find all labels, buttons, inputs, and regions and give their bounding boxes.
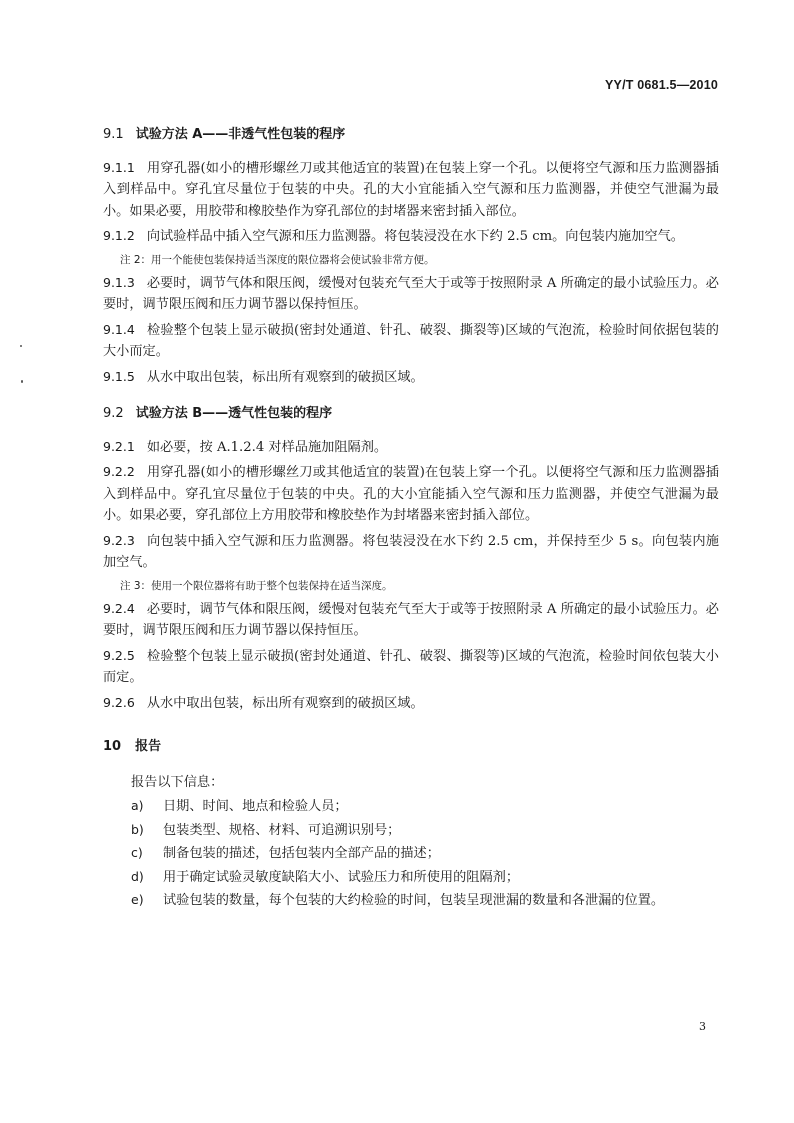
page-number: 3 <box>699 1020 706 1033</box>
section-title: 试验方法 A——非透气性包装的程序 <box>135 127 346 142</box>
list-marker: d) <box>131 868 144 884</box>
list-marker: c) <box>131 845 143 860</box>
list-item <box>103 889 719 912</box>
clause-number: 9.1.5 <box>103 368 135 384</box>
clause-9-1-1 <box>103 157 719 223</box>
note-3: 注 3：使用一个限位器将有助于整个包装保持在适当深度。 <box>120 579 393 592</box>
section-title: 报告 <box>135 739 162 754</box>
clause-9-2-4 <box>103 598 719 642</box>
list-text: 试验包装的数量，每个包装的大约检验的时间，包装呈现泄漏的数量和各泄漏的位置。 <box>163 893 665 908</box>
list-item <box>103 795 719 818</box>
clause-9-1-3 <box>103 272 719 316</box>
clause-9-2-1 <box>103 436 719 459</box>
section-number: 9.2 <box>103 406 124 421</box>
note-2: 注 2：用一个能使包装保持适当深度的限位器将会使试验非常方便。 <box>120 253 435 266</box>
section-number: 9.1 <box>103 127 124 142</box>
section-heading-9-1 <box>103 124 719 146</box>
clause-9-1-2 <box>103 225 719 248</box>
clause-number: 9.2.2 <box>103 464 135 479</box>
list-marker: e) <box>131 892 144 907</box>
clause-9-2-2 <box>103 461 719 527</box>
section-heading-9-2 <box>103 403 719 425</box>
clause-text: 向试验样品中插入空气源和压力监测器。将包装浸没在水下约 2.5 cm。向包装内施加空气。 <box>146 229 684 244</box>
clause-number: 9.1.3 <box>103 274 135 290</box>
clause-number: 9.2.6 <box>103 694 135 710</box>
list-text: 日期、时间、地点和检验人员； <box>163 799 348 814</box>
clause-number: 9.2.3 <box>103 532 135 548</box>
list-item <box>103 819 719 842</box>
clause-text: 检验整个包装上显示破损(密封处通道、针孔、破裂、撕裂等)区域的气泡流，检验时间依据包装的大小而定。 <box>103 322 719 359</box>
clause-text: 如必要，按 A.1.2.4 对样品施加阻隔剂。 <box>146 439 388 455</box>
list-text: 制备包装的描述，包括包装内全部产品的描述； <box>163 846 440 861</box>
clause-9-2-3 <box>103 530 719 574</box>
section-title: 试验方法 B——透气性包装的程序 <box>135 406 333 421</box>
list-item <box>103 842 719 865</box>
report-intro: 报告以下信息： <box>131 774 224 790</box>
document-body <box>103 124 719 913</box>
clause-number: 9.1.1 <box>103 159 135 175</box>
clause-text: 必要时，调节气体和限压阀，缓慢对包装充气至大于或等于按照附录 A 所确定的最小试验压力。必要时，调节限压阀和压力调节器以保持恒压。 <box>103 275 719 312</box>
clause-number: 9.2.5 <box>103 647 135 663</box>
clause-text: 检验整个包装上显示破损(密封处通道、针孔、破裂、撕裂等)区域的气泡流，检验时间依包装大小而定。 <box>103 648 719 685</box>
clause-number: 9.1.4 <box>103 321 135 337</box>
list-text: 用于确定试验灵敏度缺陷大小、试验压力和所使用的阻隔剂； <box>163 869 520 885</box>
clause-9-1-4 <box>103 319 719 363</box>
clause-text: 必要时，调节气体和限压阀，缓慢对包装充气至大于或等于按照附录 A 所确定的最小试验压力。必要时，调节限压阀和压力调节器以保持恒压。 <box>103 601 719 638</box>
clause-text: 从水中取出包装，标出所有观察到的破损区域。 <box>146 695 424 711</box>
clause-number: 9.1.2 <box>103 228 135 243</box>
section-number: 10 <box>103 739 122 754</box>
standard-code: YY/T 0681.5—2010 <box>605 78 718 92</box>
clause-text: 用穿孔器(如小的槽形螺丝刀或其他适宜的装置)在包装上穿一个孔。以便将空气源和压力监测器插入到样品中。穿孔宜尽量位于包装的中央。孔的大小宜能插入空气源和压力监测器，并使空气泄漏为最小。如果必要，用胶带和橡胶垫作为穿孔部位的封堵器来密封插入部位。 <box>103 160 719 219</box>
clause-number: 9.2.1 <box>103 438 135 454</box>
clause-text: 从水中取出包装，标出所有观察到的破损区域。 <box>146 369 424 385</box>
clause-text: 用穿孔器(如小的槽形螺丝刀或其他适宜的装置)在包装上穿一个孔。以便将空气源和压力监测器插入到样品中。穿孔宜尽量位于包装的中央。孔的大小宜能插入空气源和压力监测器，并使空气泄漏为最小。如果必要，穿孔部位上方用胶带和橡胶垫作为封堵器来密封插入部位。 <box>103 465 719 523</box>
list-marker: a) <box>131 798 144 813</box>
clause-9-2-5 <box>103 645 719 689</box>
scan-speck <box>21 380 23 383</box>
list-text: 包装类型、规格、材料、可追溯识别号； <box>163 822 401 838</box>
scan-speck <box>20 345 22 347</box>
clause-9-1-5 <box>103 366 719 389</box>
clause-text: 向包装中插入空气源和压力监测器。将包装浸没在水下约 2.5 cm，并保持至少 5 s。向包装内施加空气。 <box>103 533 719 570</box>
clause-number: 9.2.4 <box>103 600 135 616</box>
clause-9-2-6 <box>103 692 719 715</box>
list-item <box>103 866 719 889</box>
section-heading-10 <box>103 736 719 758</box>
list-marker: b) <box>131 821 144 837</box>
